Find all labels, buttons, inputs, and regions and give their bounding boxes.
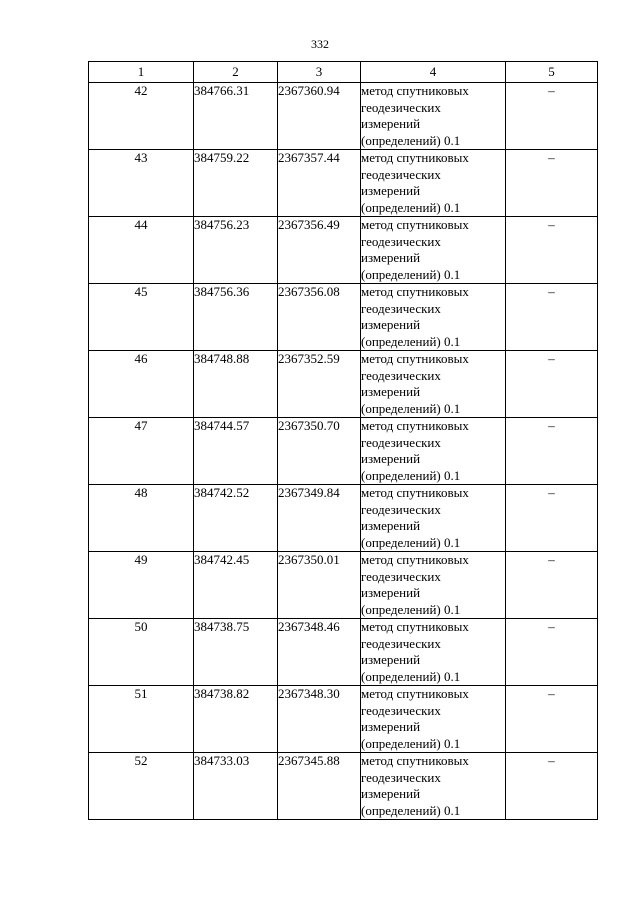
method-text-line: геодезических <box>361 367 441 383</box>
point-number-cell: 50 <box>89 619 194 686</box>
method-text-line: измерений <box>361 183 421 198</box>
method-text-line: (определений) 0.1 <box>361 266 461 282</box>
x-coordinate-cell: 384748.88 <box>194 351 278 418</box>
method-text-line: (определений) 0.1 <box>361 534 461 550</box>
method-text-line: измерений <box>361 317 421 332</box>
x-coordinate-cell: 384742.52 <box>194 485 278 552</box>
method-text-line: измерений <box>361 250 421 265</box>
method-text-line: измерений <box>361 585 421 600</box>
method-cell <box>361 351 506 418</box>
point-number-cell: 42 <box>89 83 194 150</box>
y-coordinate-cell: 2367350.70 <box>278 418 361 485</box>
x-coordinate-cell: 384756.36 <box>194 284 278 351</box>
y-coordinate-cell: 2367357.44 <box>278 150 361 217</box>
table-row <box>89 619 598 686</box>
method-text-line: метод спутниковых <box>361 686 469 701</box>
y-coordinate-cell: 2367345.88 <box>278 753 361 820</box>
column-5-cell: – <box>506 619 598 686</box>
x-coordinate-cell: 384738.75 <box>194 619 278 686</box>
point-number-cell: 51 <box>89 686 194 753</box>
point-number-cell: 47 <box>89 418 194 485</box>
y-coordinate-cell: 2367356.49 <box>278 217 361 284</box>
method-text-line: метод спутниковых <box>361 552 469 567</box>
method-text-line: геодезических <box>361 300 441 316</box>
method-text-line: (определений) 0.1 <box>361 199 461 215</box>
column-5-cell: – <box>506 83 598 150</box>
column-5-cell: – <box>506 418 598 485</box>
table-row <box>89 753 598 820</box>
x-coordinate-cell: 384738.82 <box>194 686 278 753</box>
method-text-line: геодезических <box>361 501 441 517</box>
method-cell <box>361 418 506 485</box>
point-number-cell: 43 <box>89 150 194 217</box>
method-cell <box>361 619 506 686</box>
method-text-line: измерений <box>361 719 421 734</box>
x-coordinate-cell: 384766.31 <box>194 83 278 150</box>
y-coordinate-cell: 2367356.08 <box>278 284 361 351</box>
method-cell <box>361 83 506 150</box>
method-text-line: измерений <box>361 652 421 667</box>
method-text-line: измерений <box>361 451 421 466</box>
column-5-cell: – <box>506 753 598 820</box>
method-cell <box>361 686 506 753</box>
table-row <box>89 686 598 753</box>
method-text-line: измерений <box>361 116 421 131</box>
point-number-cell: 44 <box>89 217 194 284</box>
method-text-line: метод спутниковых <box>361 485 469 500</box>
header-row <box>89 62 598 83</box>
table-row <box>89 284 598 351</box>
column-5-cell: – <box>506 217 598 284</box>
x-coordinate-cell: 384742.45 <box>194 552 278 619</box>
column-header-5: 5 <box>506 62 598 83</box>
column-header-3: 3 <box>278 62 361 83</box>
method-text-line: геодезических <box>361 166 441 182</box>
method-text-line: метод спутниковых <box>361 619 469 634</box>
method-cell <box>361 753 506 820</box>
x-coordinate-cell: 384759.22 <box>194 150 278 217</box>
method-text-line: метод спутниковых <box>361 753 469 768</box>
column-5-cell: – <box>506 284 598 351</box>
point-number-cell: 48 <box>89 485 194 552</box>
method-text-line: геодезических <box>361 233 441 249</box>
method-text-line: измерений <box>361 518 421 533</box>
method-text-line: измерений <box>361 384 421 399</box>
method-text-line: метод спутниковых <box>361 83 469 98</box>
method-text-line: (определений) 0.1 <box>361 400 461 416</box>
method-text-line: метод спутниковых <box>361 351 469 366</box>
method-text-line: геодезических <box>361 568 441 584</box>
method-text-line: (определений) 0.1 <box>361 601 461 617</box>
table-row <box>89 83 598 150</box>
y-coordinate-cell: 2367350.01 <box>278 552 361 619</box>
column-5-cell: – <box>506 485 598 552</box>
column-5-cell: – <box>506 552 598 619</box>
table-row <box>89 150 598 217</box>
column-header-2: 2 <box>194 62 278 83</box>
method-text-line: (определений) 0.1 <box>361 668 461 684</box>
x-coordinate-cell: 384756.23 <box>194 217 278 284</box>
table-row <box>89 552 598 619</box>
point-number-cell: 45 <box>89 284 194 351</box>
method-text-line: (определений) 0.1 <box>361 802 461 818</box>
method-text-line: геодезических <box>361 769 441 785</box>
method-text-line: метод спутниковых <box>361 418 469 433</box>
method-cell <box>361 217 506 284</box>
y-coordinate-cell: 2367360.94 <box>278 83 361 150</box>
method-cell <box>361 485 506 552</box>
method-cell <box>361 552 506 619</box>
method-text-line: метод спутниковых <box>361 284 469 299</box>
table-header <box>89 62 598 83</box>
page-number: 332 <box>311 37 329 51</box>
y-coordinate-cell: 2367348.46 <box>278 619 361 686</box>
method-cell <box>361 284 506 351</box>
y-coordinate-cell: 2367352.59 <box>278 351 361 418</box>
x-coordinate-cell: 384744.57 <box>194 418 278 485</box>
point-number-cell: 52 <box>89 753 194 820</box>
method-text-line: (определений) 0.1 <box>361 132 461 148</box>
column-5-cell: – <box>506 686 598 753</box>
table-row <box>89 217 598 284</box>
y-coordinate-cell: 2367349.84 <box>278 485 361 552</box>
table-row <box>89 485 598 552</box>
method-text-line: геодезических <box>361 635 441 651</box>
method-text-line: измерений <box>361 786 421 801</box>
column-5-cell: – <box>506 351 598 418</box>
method-text-line: геодезических <box>361 702 441 718</box>
table-row <box>89 418 598 485</box>
method-text-line: (определений) 0.1 <box>361 333 461 349</box>
column-header-1: 1 <box>89 62 194 83</box>
column-header-4: 4 <box>361 62 506 83</box>
point-number-cell: 46 <box>89 351 194 418</box>
method-text-line: (определений) 0.1 <box>361 735 461 751</box>
method-text-line: метод спутниковых <box>361 150 469 165</box>
method-cell <box>361 150 506 217</box>
table-row <box>89 351 598 418</box>
method-text-line: метод спутниковых <box>361 217 469 232</box>
table-body <box>89 83 598 820</box>
method-text-line: геодезических <box>361 99 441 115</box>
column-5-cell: – <box>506 150 598 217</box>
point-number-cell: 49 <box>89 552 194 619</box>
method-text-line: геодезических <box>361 434 441 450</box>
x-coordinate-cell: 384733.03 <box>194 753 278 820</box>
coordinates-table <box>88 61 598 820</box>
y-coordinate-cell: 2367348.30 <box>278 686 361 753</box>
method-text-line: (определений) 0.1 <box>361 467 461 483</box>
